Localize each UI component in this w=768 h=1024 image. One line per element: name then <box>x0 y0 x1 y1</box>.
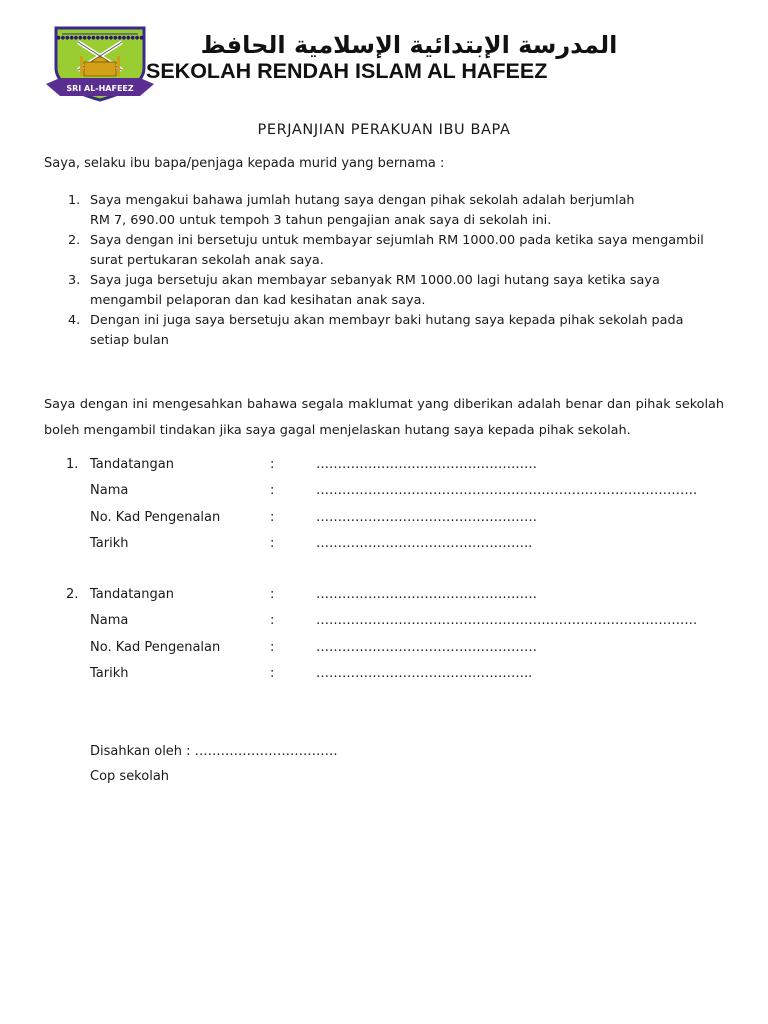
signature-line[interactable]: …………………………………………… <box>316 587 537 602</box>
date-row <box>44 664 744 690</box>
field-label: Nama <box>90 613 129 629</box>
svg-text:●●●●●●●●●●●●●●●●●●●●: ●●●●●●●●●●●●●●●●●●●● <box>56 35 144 41</box>
field-colon: : <box>270 613 275 629</box>
clause-line: Saya dengan ini bersetuju untuk membayar sejumlah RM 1000.00 pada ketika saya mengambil <box>90 233 704 248</box>
name-row <box>44 611 744 637</box>
clause-number: 3. <box>68 273 81 288</box>
ic-number-line[interactable]: …………………………………………… <box>316 509 537 525</box>
intro-text: Saya, selaku ibu bapa/penjaga kepada murid yang bernama : <box>44 156 445 171</box>
field-label: Tandatangan <box>90 457 174 472</box>
field-colon: : <box>270 639 275 655</box>
field-colon: : <box>270 483 275 499</box>
date-line[interactable]: ………………………………………….. <box>316 665 533 681</box>
clause-line: surat pertukaran sekolah anak saya. <box>90 253 324 268</box>
list-item <box>44 311 724 351</box>
school-logo <box>46 24 154 106</box>
logo-ribbon-text: SRI AL-HAFEEZ <box>66 84 134 93</box>
field-label: No. Kad Pengenalan <box>90 639 221 655</box>
clause-number: 4. <box>68 313 81 328</box>
list-item <box>44 191 724 231</box>
clause-line: Saya juga bersetuju akan membayar sebanyak RM 1000.00 lagi hutang saya ketika saya <box>90 273 660 288</box>
approved-by-line[interactable]: Disahkan oleh : …………………………… <box>90 744 338 759</box>
date-row <box>44 534 744 560</box>
field-colon: : <box>270 509 275 525</box>
signatory-number: 1. <box>66 457 79 472</box>
ic-number-line[interactable]: …………………………………………… <box>316 639 537 655</box>
clause-line: Dengan ini juga saya bersetuju akan membayr baki hutang saya kepada pihak sekolah pada <box>90 313 684 328</box>
clause-line: Saya mengakui bahawa jumlah hutang saya dengan pihak sekolah adalah berjumlah <box>90 193 635 208</box>
signature-row <box>44 455 744 481</box>
signatory-block-1 <box>44 455 744 560</box>
name-row <box>44 481 744 507</box>
list-item <box>44 271 724 311</box>
school-stamp-label: Cop sekolah <box>90 769 170 784</box>
date-line[interactable]: ………………………………………….. <box>316 535 533 551</box>
field-colon: : <box>270 665 275 681</box>
clause-number: 1. <box>68 193 81 208</box>
ic-number-row <box>44 508 744 534</box>
field-label: Tarikh <box>90 665 129 681</box>
clause-line: setiap bulan <box>90 333 169 348</box>
clause-number: 2. <box>68 233 81 248</box>
clause-line: RM 7, 690.00 untuk tempoh 3 tahun pengajian anak saya di sekolah ini. <box>90 213 552 228</box>
document-title: PERJANJIAN PERAKUAN IBU BAPA <box>257 122 511 138</box>
field-label: No. Kad Pengenalan <box>90 509 221 525</box>
signature-row <box>44 585 744 611</box>
school-name: SEKOLAH RENDAH ISLAM AL HAFEEZ <box>146 59 548 83</box>
clause-line: mengambil pelaporan dan kad kesihatan anak saya. <box>90 293 426 308</box>
name-line[interactable]: ……………………………………………………………………………. <box>316 483 698 499</box>
ic-number-row <box>44 638 744 664</box>
confirmation-text: Saya dengan ini mengesahkan bahawa segala maklumat yang diberikan adalah benar dan pihak sekolah boleh mengambil tindakan jika saya gagal menjelaskan hutang saya kepada pihak sekolah. <box>44 397 724 438</box>
list-item <box>44 231 724 271</box>
field-colon: : <box>270 535 275 551</box>
arabic-school-name: المدرسة الإبتدائية الإسلامية الحافظ <box>200 31 618 59</box>
signature-line[interactable]: …………………………………………… <box>316 457 537 472</box>
field-label: Tarikh <box>90 535 129 551</box>
field-colon: : <box>270 457 275 472</box>
signatory-block-2 <box>44 585 744 690</box>
field-colon: : <box>270 587 275 602</box>
signatory-number: 2. <box>66 587 79 602</box>
field-label: Tandatangan <box>90 587 174 602</box>
clause-list <box>44 191 724 351</box>
field-label: Nama <box>90 483 129 499</box>
name-line[interactable]: ……………………………………………………………………………. <box>316 613 698 629</box>
